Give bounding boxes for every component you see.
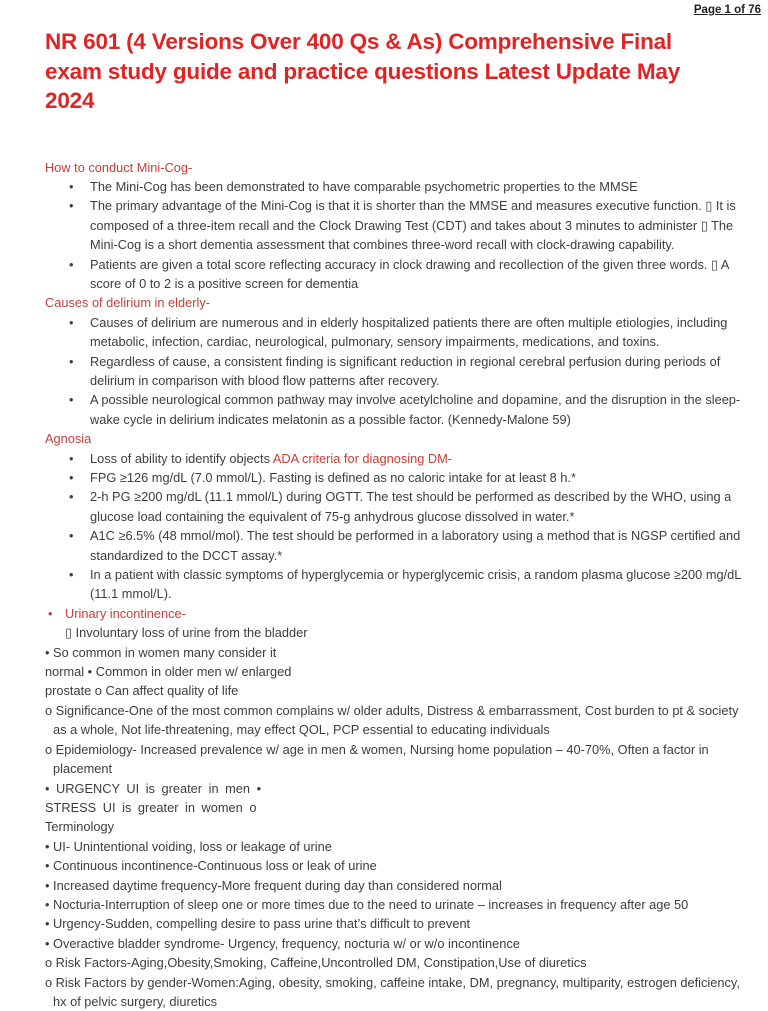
text-line: • Increased daytime frequency-More frequent during day than considered normal (45, 876, 748, 895)
bullet-item (45, 449, 748, 468)
text-line: o Epidemiology- Increased prevalence w/ age in men & women, Nursing home population – 40-70%, Often a factor in placement (45, 740, 748, 779)
text-line: • Urgency-Sudden, compelling desire to pass urine that’s difficult to prevent (45, 914, 748, 933)
document-body (45, 158, 748, 1011)
bullet-item: • In a patient with classic symptoms of hyperglycemia or hyperglycemic crisis, a random plasma glucose ≥200 mg/dL (11.1 mmol/L). (45, 565, 748, 604)
section-heading-delirium: Causes of delirium in elderly- (45, 293, 748, 312)
text-line: o Risk Factors-Aging,Obesity,Smoking, Caffeine,Uncontrolled DM, Constipation,Use of diuretics (45, 953, 748, 972)
document-title: NR 601 (4 Versions Over 400 Qs & As) Comprehensive Final exam study guide and practice questions Latest Update May 2024 (45, 27, 728, 116)
bullet-item: • Regardless of cause, a consistent finding is significant reduction in regional cerebral perfusion during periods of delirium in comparison with blood flow patterns after recovery. (45, 352, 748, 391)
text-line: • Continuous incontinence-Continuous loss or leak of urine (45, 856, 748, 875)
text-line: ▯ Involuntary loss of urine from the bladder (45, 623, 748, 642)
bullet-text: Loss of ability to identify objects (90, 451, 273, 466)
text-line: o Significance-One of the most common complains w/ older adults, Distress & embarrassment, Cost burden to pt & society as a whole, Not life-threatening, may effect QOL, PCP essential to educating individuals (45, 701, 748, 740)
text-line: • Nocturia-Interruption of sleep one or more times due to the need to urinate – increases in frequency after age 50 (45, 895, 748, 914)
bullet-item: • FPG ≥126 mg/dL (7.0 mmol/L). Fasting is defined as no caloric intake for at least 8 h.* (45, 468, 748, 487)
section-heading-agnosia: Agnosia (45, 429, 748, 448)
bullet-item: • A1C ≥6.5% (48 mmol/mol). The test should be performed in a laboratory using a method that is NGSP certified and standardized to the DCCT assay.* (45, 526, 748, 565)
text-line: STRESS UI is greater in women o (45, 798, 748, 817)
text-line: • Overactive bladder syndrome- Urgency, frequency, nocturia w/ or w/o incontinence (45, 934, 748, 953)
bullet-item: • The primary advantage of the Mini-Cog is that it is shorter than the MMSE and measures executive function. ▯ It is composed of a three-item recall and the Clock Drawing Test (CDT) and takes about 3 minutes to administer ▯ The Mini-Cog is a short dementia assessment that combines three-word recall with clock-drawing capability. (45, 196, 748, 254)
bullet-item: • Causes of delirium are numerous and in elderly hospitalized patients there are often multiple etiologies, including metabolic, infection, cardiac, neurological, pulmonary, sensory impairments, medications, and toxins. (45, 313, 748, 352)
text-line: Terminology (45, 817, 748, 836)
text-line: • So common in women many consider it (45, 643, 748, 662)
bullet-item: • The Mini-Cog has been demonstrated to have comparable psychometric properties to the MMSE (45, 177, 748, 196)
bullet-item: • A possible neurological common pathway may involve acetylcholine and dopamine, and the disruption in the sleep-wake cycle in delirium indicates melatonin as a possible factor. (Kennedy-Malone 59) (45, 390, 748, 429)
text-line: • UI- Unintentional voiding, loss or leakage of urine (45, 837, 748, 856)
text-line: • URGENCY UI is greater in men • (45, 779, 748, 798)
inline-red-heading-ada: ADA criteria for diagnosing DM- (273, 451, 452, 466)
text-line: prostate o Can affect quality of life (45, 681, 748, 700)
bullet-item: • 2-h PG ≥200 mg/dL (11.1 mmol/L) during OGTT. The test should be performed as described by the WHO, using a glucose load containing the equivalent of 75-g anhydrous glucose dissolved in water.* (45, 487, 748, 526)
text-line: o Risk Factors by gender-Women:Aging, obesity, smoking, caffeine intake, DM, pregnancy, multiparity, estrogen deficiency, hx of pelvic surgery, diuretics (45, 973, 748, 1011)
section-heading-mini-cog: How to conduct Mini-Cog- (45, 158, 748, 177)
page-number: Page 1 of 76 (694, 4, 761, 16)
section-heading-urinary-incontinence: • Urinary incontinence- (45, 604, 748, 623)
bullet-item: • Patients are given a total score reflecting accuracy in clock drawing and recollection of the given three words. ▯ A score of 0 to 2 is a positive screen for dementia (45, 255, 748, 294)
text-line: normal • Common in older men w/ enlarged (45, 662, 748, 681)
